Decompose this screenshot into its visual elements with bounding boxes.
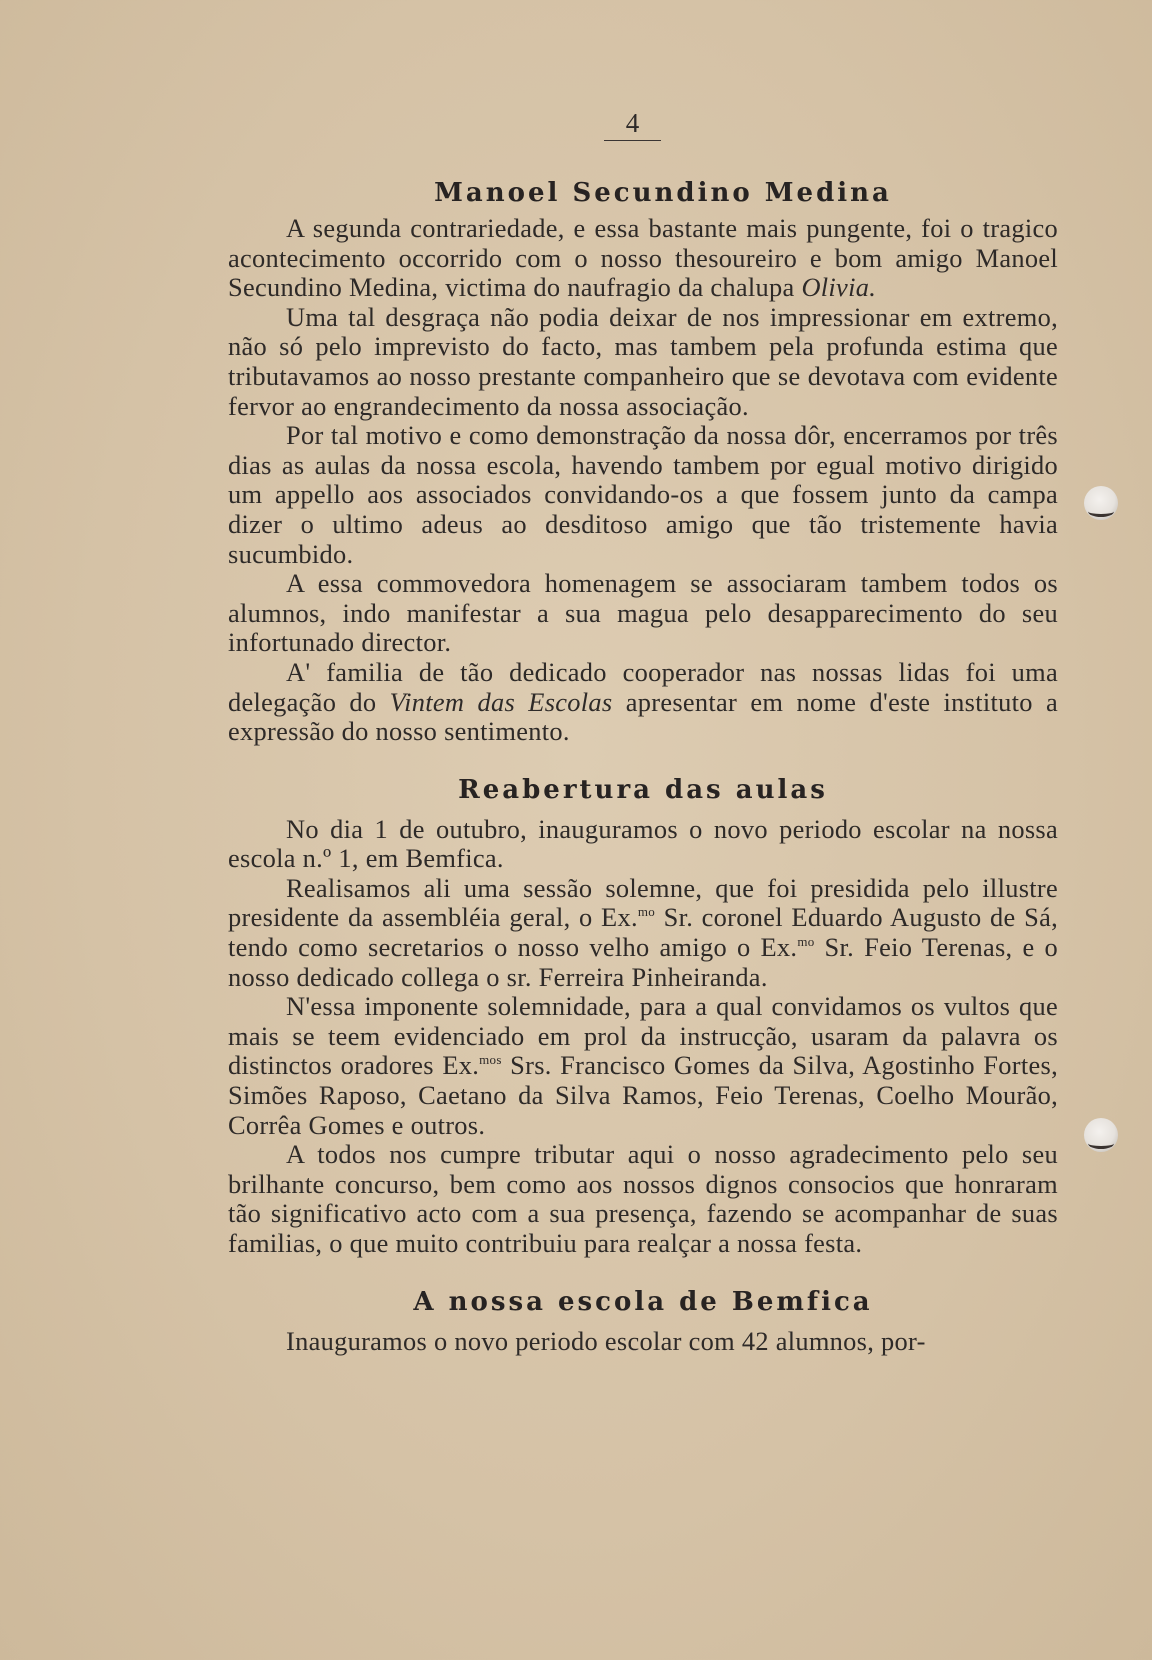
paragraph: A essa commovedora homenagem se associaram tambem todos os alumnos, indo manifestar a sua magua pelo desapparecimento do seu infortunado director. — [228, 568, 1058, 658]
section-heading-reabertura: Reabertura das aulas — [458, 774, 828, 805]
paragraph: No dia 1 de outubro, inauguramos o novo periodo escolar na nossa escola n.º 1, em Bemfica. — [228, 813, 1058, 874]
paragraph: Inauguramos o novo periodo escolar com 42 alumnos, por- — [286, 1325, 926, 1356]
italic-text: Vintem das Escolas — [389, 686, 613, 717]
paragraph: A todos nos cumpre tributar aqui o nosso agradecimento pelo seu brilhante concurso, bem como aos nossos dignos consocios que honraram tão significativo acto com a sua presença, fazendo se acompanhar de suas familias, o que muito contribuiu para realçar a nossa festa. — [228, 1139, 1058, 1258]
paragraph: Por tal motivo e como demonstração da nossa dôr, encerramos por três dias as aulas da nossa escola, havendo tambem por egual motivo dirigido um appello aos associados convidando-os a que fossem junto da campa dizer o ultimo adeus ao desditoso amigo que tão tristemente havia sucumbido. — [228, 420, 1058, 569]
page-content — [228, 176, 1058, 1356]
punch-hole-top — [1084, 486, 1118, 520]
paragraph: Uma tal desgraça não podia deixar de nos impressionar em extremo, não só pelo imprevisto do facto, mas tambem pela profunda estima que tributavamos ao nosso prestante companheiro que se devotava com evidente fervor ao engrandecimento da nossa associação. — [228, 301, 1058, 421]
paragraph: N'essa imponente solemnidade, para a qual convidamos os vultos que mais se teem evidenciado em prol da instrucção, usaram da palavra os distinctos oradores Ex.$^{mos}$ Srs. Francisco Gomes da Silva, Agostinho Fortes, Simões Raposo, Caetano da Silva Ramos, Feio Terenas, Coelho Mourão, Corrêa Gomes e outros. — [228, 991, 1058, 1140]
section-heading-medina: Manoel Secundino Medina — [434, 178, 892, 208]
paragraph: A segunda contrariedade, e essa bastante mais pungente, foi o tragico acontecimento occorrido com o nosso thesoureiro e bom amigo Manoel Secundino Medina, victima do naufragio da chalupa Olivia. — [228, 213, 1058, 303]
italic-text: Olivia. — [801, 272, 877, 303]
page-number: 4 — [0, 108, 1152, 138]
section-heading-escola-bemfica: A nossa escola de Bemfica — [413, 1286, 873, 1317]
punch-hole-bottom — [1084, 1118, 1118, 1152]
paragraph: A' familia de tão dedicado cooperador nas nossas lidas foi uma delegação do Vintem das Escolas apresentar em nome d'este instituto a expressão do nosso sentimento. — [228, 656, 1058, 747]
paragraph: Realisamos ali uma sessão solemne, que foi presidida pelo illustre presidente da assembléia geral, o Ex.$^{mo}$ Sr. coronel Eduardo Augusto de Sá, tendo como secretarios o nosso velho amigo o Ex.$^{mo}$ Sr. Feio Terenas, e o nosso dedicado collega o sr. Ferreira Pinheiranda. — [228, 872, 1058, 992]
